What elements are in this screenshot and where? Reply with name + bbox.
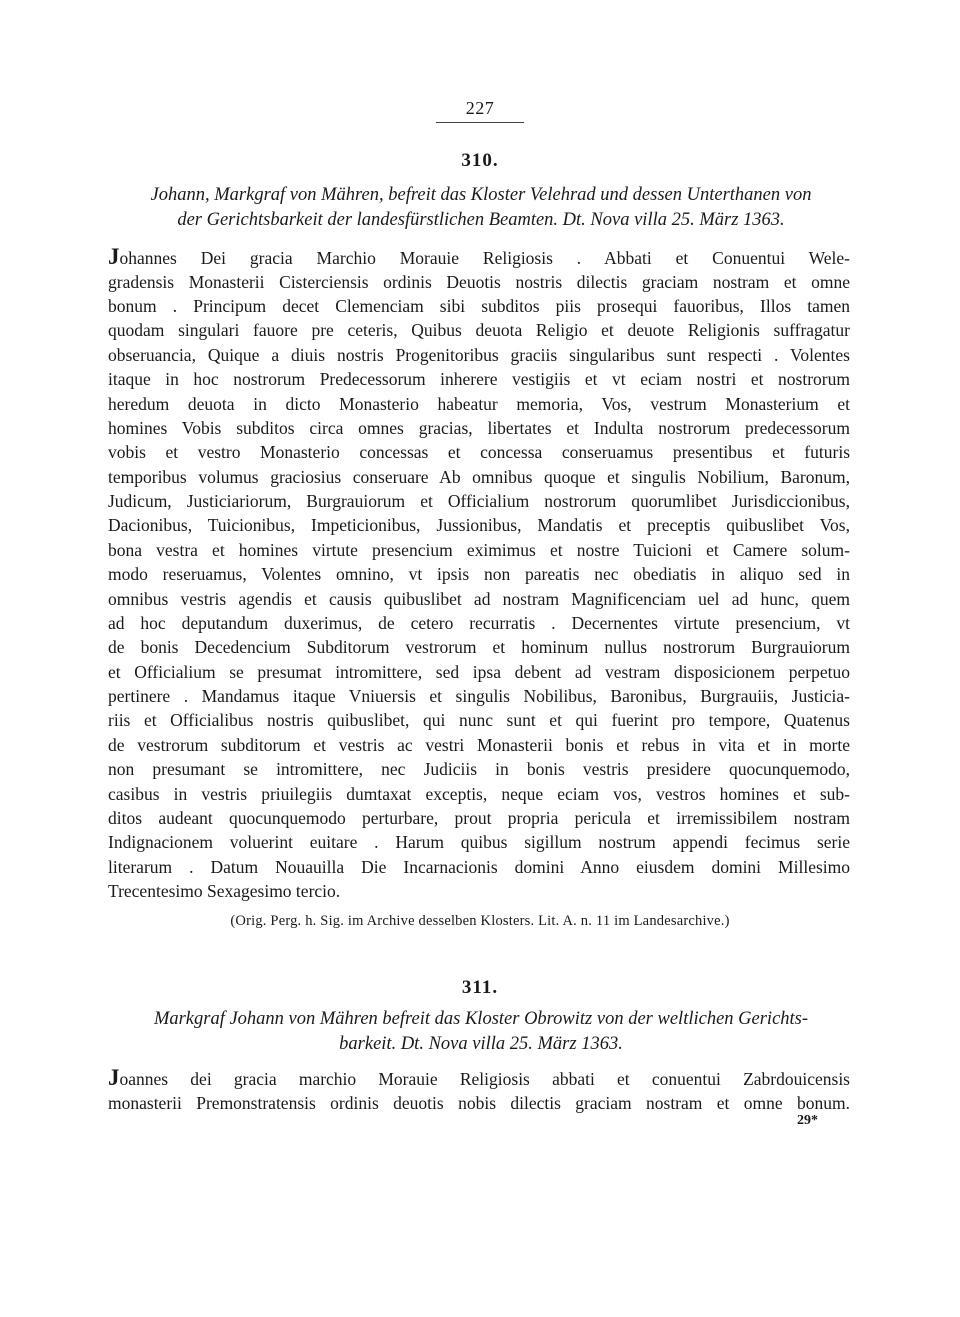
body-line: homines Vobis subditos circa omnes gracias, libertates et Indulta nostrorum predecessorum [108, 418, 850, 438]
heading-line: Markgraf Johann von Mähren befreit das Kloster Obrowitz von der weltlichen Gerichts- [153, 1009, 809, 1029]
body-line: modo reseruamus, Volentes omnino, vt ipsis non pareatis nec obediatis in aliquo sed in [108, 564, 850, 584]
source-note: (Orig. Perg. h. Sig. im Archive desselben Klosters. Lit. A. n. 11 im Landesarchive.) [230, 913, 730, 929]
dropcap: J [108, 1065, 120, 1090]
body-line: et Officialium se presumat intromittere, sed ipsa debent ad vestram disposicionem perpetuo [108, 662, 850, 682]
body-line: Judicum, Justiciariorum, Burgrauiorum et Officialium nostrorum quorumlibet Jurisdiccionibus, [108, 491, 850, 511]
document-310-number: 310. [461, 150, 499, 171]
body-line: de vestrorum subditorum et vestris ac vestri Monasterii bonis et rebus in vita et in morte [108, 735, 850, 755]
first-line-text: ohannes Dei gracia Marchio Morauie Religiosis . Abbati et Conuentui Wele- [119, 248, 850, 268]
document-310-heading [110, 183, 852, 233]
body-line: non presumant se intromittere, nec Judiciis in bonis vestris presidere quocunquemodo, [108, 759, 850, 779]
document-311-heading [110, 1007, 852, 1057]
body-line: Dacionibus, Tuicionibus, Impeticionibus, Jussionibus, Mandatis et preceptis quibuslibet Vos, [108, 515, 850, 535]
document-311-number: 311. [461, 977, 499, 998]
dropcap: J [108, 244, 120, 269]
body-line: omnibus vestris agendis et causis quibuslibet ad nostram Magnificenciam uel ad hunc, quem [108, 589, 850, 609]
body-line: casibus in vestris priuilegiis dumtaxat exceptis, neque eciam vos, vestros homines et sub- [108, 784, 850, 804]
signature-mark: 29* [797, 1113, 818, 1128]
body-line: pertinere . Mandamus itaque Vniuersis et singulis Nobilibus, Baronibus, Burgrauiis, Justicia- [108, 686, 850, 706]
heading-line: barkeit. Dt. Nova villa 25. März 1363. [339, 1034, 623, 1054]
body-line: monasterii Premonstratensis ordinis deuotis nobis dilectis graciam nostram et omne bonum. [108, 1093, 850, 1113]
body-line: bonum . Principum decet Clemenciam sibi subditos piis prosequi fauoribus, Illos tamen [108, 296, 850, 316]
body-line: heredum deuota in dicto Monasterio habeatur memoria, Vos, vestrum Monasterium et [108, 394, 850, 414]
body-line: temporibus volumus graciosius conseruare Ab omnibus quoque et singulis Nobilium, Baronum, [108, 467, 850, 487]
body-first-line [108, 1066, 850, 1091]
body-line: ditos audeant quocunquemodo perturbare, prout propria pericula et irremissibilem nostram [108, 808, 850, 828]
body-line: itaque in hoc nostrorum Predecessorum inherere vestigiis et vt eciam nostri et nostrorum [108, 369, 850, 389]
body-line: obseruancia, Quique a diuis nostris Progenitoribus graciis singularibus sunt respecti . Volentes [108, 345, 850, 365]
body-last-line: Trecentesimo Sexagesimo tercio. [108, 881, 341, 901]
body-first-line [108, 245, 850, 270]
body-line: quodam singulari fauore pre ceteris, Quibus deuota Religio et deuote Religionis suffragatur [108, 320, 850, 340]
first-line-text: oannes dei gracia marchio Morauie Religiosis abbati et conuentui Zabrdouicensis [119, 1069, 850, 1089]
body-line: gradensis Monasterii Cisterciensis ordinis Deuotis nostris dilectis graciam nostram et omne [108, 272, 850, 292]
body-line: ad hoc deputandum duxerimus, de cetero recurratis . Decernentes virtute presencium, vt [108, 613, 850, 633]
body-line: literarum . Datum Nouauilla Die Incarnacionis domini Anno eiusdem domini Millesimo [108, 857, 850, 877]
heading-line: der Gerichtsbarkeit der landesfürstlichen Beamten. Dt. Nova villa 25. März 1363. [177, 210, 785, 230]
body-line: de bonis Decedencium Subditorum vestrorum et hominum nullus nostrorum Burgrauiorum [108, 637, 850, 657]
heading-line: Johann, Markgraf von Mähren, befreit das Kloster Velehrad und dessen Unterthanen von [150, 185, 812, 205]
page-number: 227 [465, 98, 495, 118]
body-line: riis et Officialibus nostris quibuslibet, qui nunc sunt et qui fuerint pro tempore, Quatenus [108, 710, 850, 730]
page-number-rule [436, 122, 524, 123]
body-line: bona vestra et homines virtute presencium eximimus et nostre Tuicioni et Camere solum- [108, 540, 850, 560]
body-line: Indignacionem voluerint euitare . Harum quibus sigillum nostrum appendi fecimus serie [108, 832, 850, 852]
body-line: vobis et vestro Monasterio concessas et concessa conseruamus presentibus et futuris [108, 442, 850, 462]
